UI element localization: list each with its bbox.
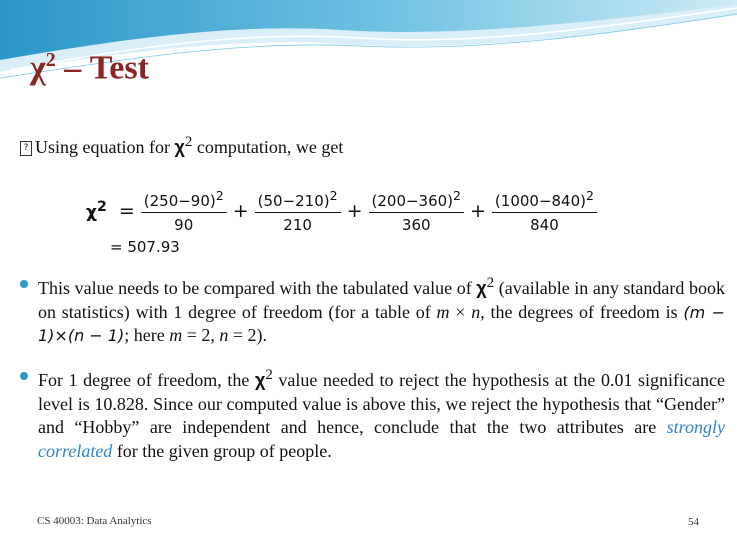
plus-sign: + — [232, 200, 249, 222]
fraction-term: $\frac{(250-90)^2}{90}$ — [141, 188, 227, 234]
bullet-hypothesis-conclusion — [20, 364, 725, 463]
page-number: 54 — [688, 516, 699, 528]
fraction-term: $\frac{(200-360)^2}{360}$ — [369, 188, 465, 234]
bullet-degrees-of-freedom — [20, 272, 725, 348]
emphasized-text: strongly correlated — [38, 417, 725, 461]
bullet-text: For 1 degree of freedom, the $\chi^2$ value needed to reject the hypothesis at the 0.01 significance level is 10.828. Since our computed value is above this, we reject the hypothesis that “Gender” and “Hobby” are independent and hence, conclude that the two attributes are strongly correlated for the given group of people. — [38, 367, 726, 461]
plus-sign: + — [346, 200, 363, 222]
bullet-icon — [20, 372, 28, 380]
bullet-icon — [20, 280, 28, 288]
bullet-text: This value needs to be compared with the tabulated value of $\chi^2$ (available in any standard book on statistics) with 1 degree of freedom (for a table of m × n, the degrees of freedom is (m − 1)×(n − 1); here m = 2, n = 2). — [38, 275, 725, 345]
fraction-term: $\frac{(1000-840)^2}{840}$ — [492, 188, 597, 234]
chi-square-equation — [86, 188, 597, 256]
fraction-term: $\frac{(50-210)^2}{210}$ — [255, 188, 341, 234]
equals-sign: = — [118, 200, 135, 222]
equation-lhs: $\chi^2$ — [86, 199, 107, 223]
equation-result: = 507.93 — [110, 238, 180, 256]
slide-title: $\chi^2$ – Test — [30, 49, 149, 87]
plus-sign: + — [470, 200, 486, 222]
footer-course: CS 40003: Data Analytics — [37, 515, 152, 527]
missing-glyph-icon: ? — [20, 141, 32, 156]
intro-line: ? Using equation for $\chi^2$ computation, we get — [20, 131, 343, 158]
